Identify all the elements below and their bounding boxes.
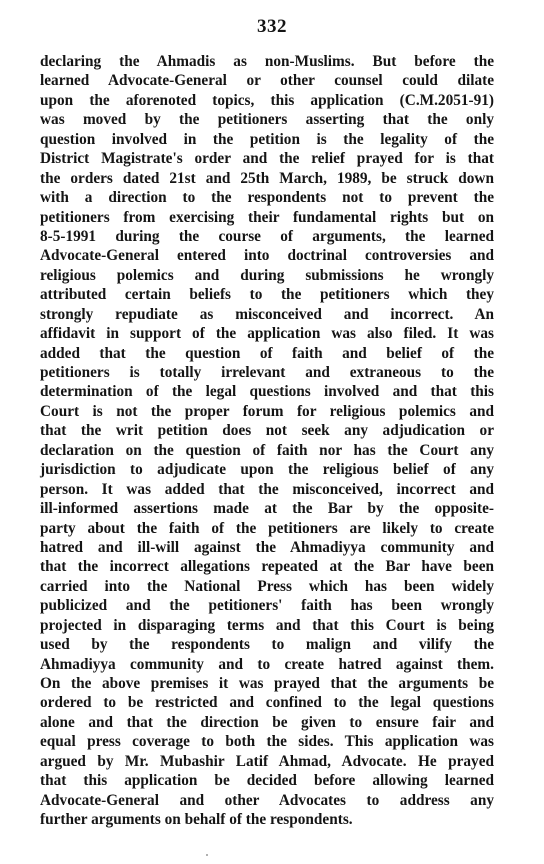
text-line: attributed certain beliefs to the petitioners which they bbox=[40, 286, 494, 304]
text-line: carried into the National Press which has been widely bbox=[40, 577, 494, 595]
text-line: Advocate-General entered into doctrinal controversies and bbox=[40, 247, 494, 265]
text-line: hatred and ill-will against the Ahmadiyya community and bbox=[40, 538, 494, 556]
text-line: projected in disparaging terms and that this Court is being bbox=[40, 616, 494, 634]
text-line: argued by Mr. Mubashir Latif Ahmad, Advocate. He prayed bbox=[40, 752, 494, 770]
text-line: question involved in the petition is the legality of the bbox=[40, 130, 494, 148]
text-line: jurisdiction to adjudicate upon the religious belief of any bbox=[40, 461, 494, 479]
body-paragraph bbox=[40, 52, 494, 830]
text-line: declaration on the question of faith nor has the Court any bbox=[40, 441, 494, 459]
text-line: upon the aforenoted topics, this application (C.M.2051-91) bbox=[40, 91, 494, 109]
text-line: ordered to be restricted and confined to the legal questions bbox=[40, 694, 494, 712]
text-line: ill-informed assertions made at the Bar by the opposite- bbox=[40, 500, 494, 518]
text-line: was moved by the petitioners asserting that the only bbox=[40, 111, 494, 129]
text-line: further arguments on behalf of the respondents. bbox=[40, 811, 353, 829]
text-line: added that the question of faith and belief of the bbox=[40, 344, 494, 362]
text-line: Advocate-General and other Advocates to address any bbox=[40, 791, 494, 809]
text-line: person. It was added that the misconceived, incorrect and bbox=[40, 480, 494, 498]
text-line: affidavit in support of the application was also filed. It was bbox=[40, 325, 494, 343]
scan-speck bbox=[206, 854, 208, 856]
text-line: that this application be decided before allowing learned bbox=[40, 772, 494, 790]
text-line: petitioners is totally irrelevant and extraneous to the bbox=[40, 364, 494, 381]
text-line: strongly repudiate as misconceived and incorrect. An bbox=[40, 305, 494, 323]
text-line: alone and that the direction be given to ensure fair and bbox=[40, 713, 494, 731]
text-line: used by the respondents to malign and vilify the bbox=[40, 636, 494, 654]
text-line: with a direction to the respondents not to prevent the bbox=[40, 189, 494, 207]
text-line: party about the faith of the petitioners are likely to create bbox=[40, 519, 494, 537]
text-line: the orders dated 21st and 25th March, 1989, be struck down bbox=[40, 169, 494, 187]
text-line: District Magistrate's order and the relief prayed for is that bbox=[40, 150, 494, 168]
text-line: publicized and the petitioners' faith has been wrongly bbox=[40, 597, 494, 615]
text-line: petitioners from exercising their fundamental rights but on bbox=[40, 208, 494, 226]
text-line: Ahmadiyya community and to create hatred against them. bbox=[40, 655, 494, 673]
text-line: determination of the legal questions involved and that this bbox=[40, 383, 494, 401]
text-line: equal press coverage to both the sides. This application was bbox=[40, 733, 494, 751]
text-line: Court is not the proper forum for religious polemics and bbox=[40, 402, 494, 420]
text-line: that the writ petition does not seek any adjudication or bbox=[40, 422, 494, 440]
text-line: On the above premises it was prayed that the arguments be bbox=[40, 675, 494, 692]
page-number: 332 bbox=[257, 16, 287, 37]
text-line: declaring the Ahmadis as non-Muslims. But before the bbox=[40, 53, 494, 70]
text-line: that the incorrect allegations repeated at the Bar have been bbox=[40, 558, 494, 576]
text-line: 8-5-1991 during the course of arguments, the learned bbox=[40, 227, 494, 245]
text-line: religious polemics and during submissions he wrongly bbox=[40, 266, 494, 284]
text-line: learned Advocate-General or other counsel could dilate bbox=[40, 72, 494, 90]
